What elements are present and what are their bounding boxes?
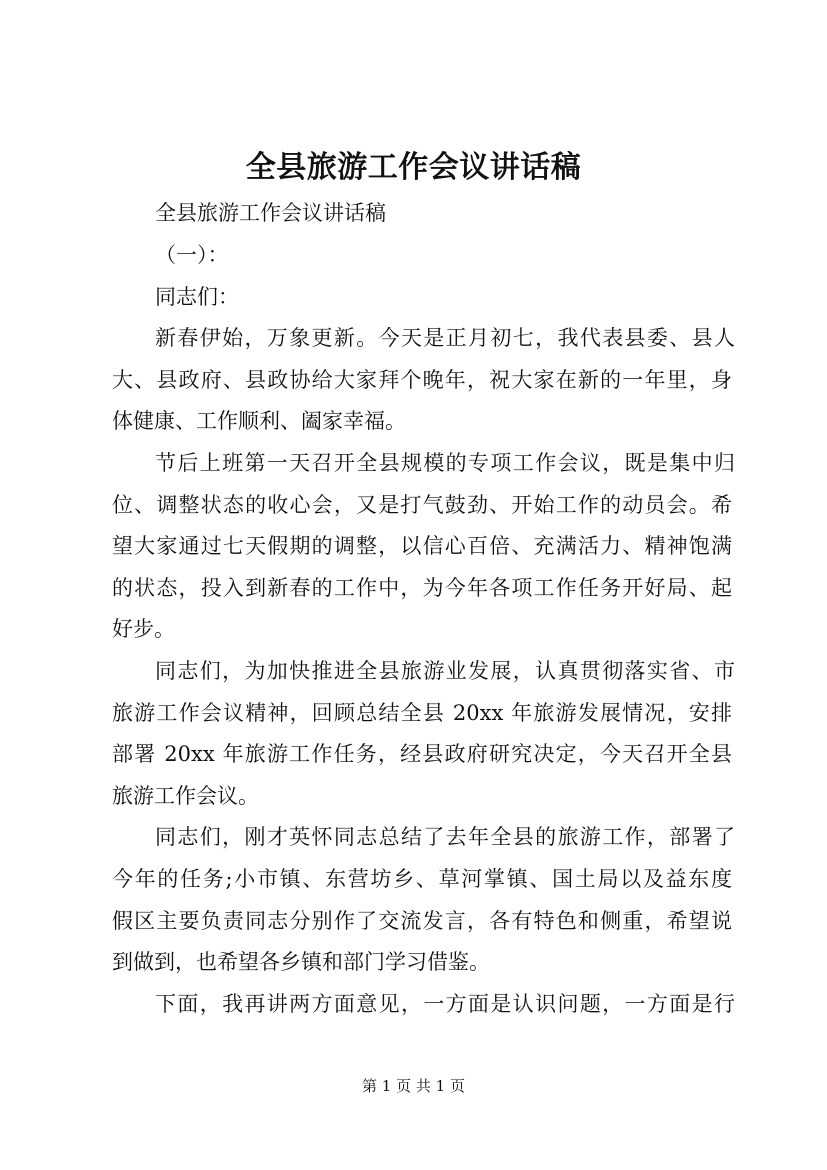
paragraph-4-line-2: 今年的任务;小市镇、东营坊乡、草河掌镇、国土局以及益东度 — [112, 867, 732, 891]
paragraph-2-line-4: 的状态，投入到新春的工作中，为今年各项工作任务开好局、起 — [112, 576, 732, 600]
document-title: 全县旅游工作会议讲话稿 — [245, 150, 582, 185]
paragraph-4-line-1: 同志们，刚才英怀同志总结了去年全县的旅游工作，部署了 — [155, 825, 735, 849]
paragraph-1-line-3: 体健康、工作顺利、阖家幸福。 — [112, 409, 406, 433]
paragraph-4-line-4: 到做到，也希望各乡镇和部门学习借鉴。 — [112, 950, 490, 974]
page-footer: 第 1 页 共 1 页 — [362, 1077, 465, 1095]
paragraph-2-line-5: 好步。 — [112, 617, 175, 641]
paragraph-1-line-2: 大、县政府、县政协给大家拜个晚年，祝大家在新的一年里，身 — [112, 368, 732, 392]
paragraph-3-line-3: 部署 20xx 年旅游工作任务，经县政府研究决定，今天召开全县 — [112, 742, 732, 766]
paragraph-3-line-1: 同志们，为加快推进全县旅游业发展，认真贯彻落实省、市 — [155, 659, 735, 683]
paragraph-4-line-3: 假区主要负责同志分别作了交流发言，各有特色和侧重，希望说 — [112, 909, 732, 933]
paragraph-2-line-3: 望大家通过七天假期的调整，以信心百倍、充满活力、精神饱满 — [112, 534, 732, 558]
paragraph-5-line-1: 下面，我再讲两方面意见，一方面是认识问题，一方面是行 — [155, 992, 735, 1016]
salutation: 同志们： — [155, 285, 239, 309]
paragraph-3-line-2: 旅游工作会议精神，回顾总结全县 20xx 年旅游发展情况，安排 — [112, 701, 732, 725]
paragraph-1-line-1: 新春伊始，万象更新。今天是正月初七，我代表县委、县人 — [155, 326, 735, 350]
paragraph-2-line-2: 位、调整状态的收心会，又是打气鼓劲、开始工作的动员会。希 — [112, 493, 732, 517]
paragraph-2-line-1: 节后上班第一天召开全县规模的专项工作会议，既是集中归 — [155, 451, 735, 475]
section-marker: （一）： — [155, 243, 229, 267]
document-subtitle: 全县旅游工作会议讲话稿 — [155, 201, 386, 225]
paragraph-3-line-4: 旅游工作会议。 — [112, 784, 259, 808]
